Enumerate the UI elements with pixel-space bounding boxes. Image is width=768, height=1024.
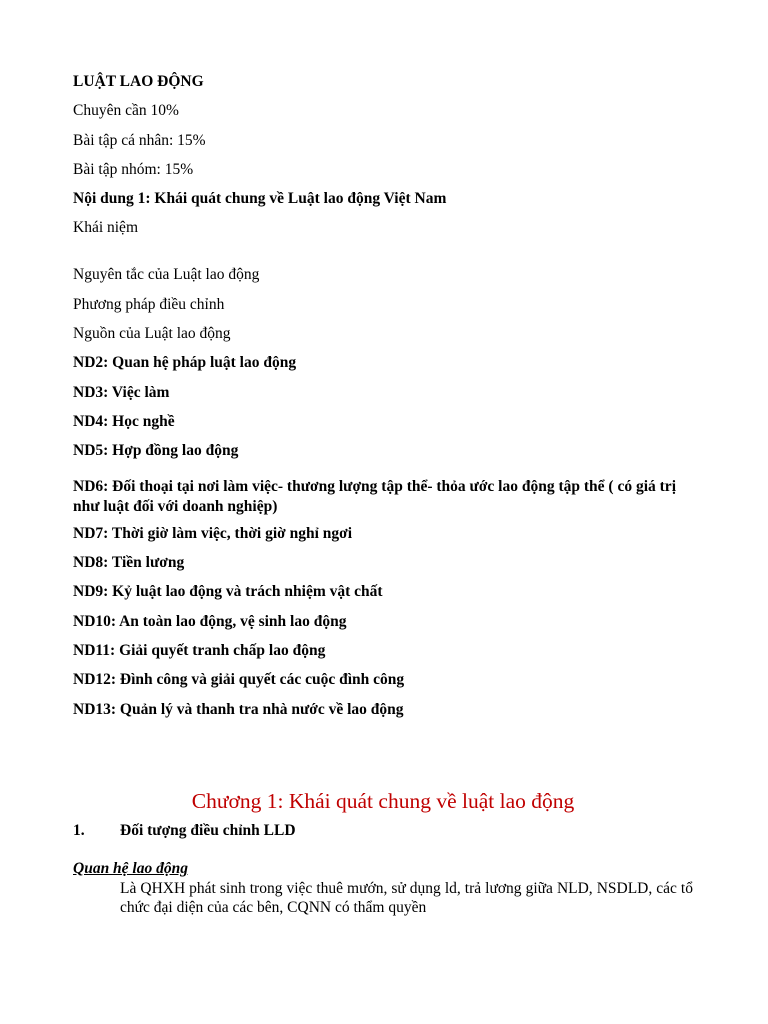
subheading: Quan hệ lao động [73,859,188,877]
grading-item: Bài tập cá nhân: 15% [73,131,206,149]
nd1-item: Khái niệm [73,219,138,237]
bullet-icon [73,879,120,918]
topic-item: ND3: Việc làm [73,383,170,401]
topic-item: ND11: Giải quyết tranh chấp lao động [73,641,326,659]
topic-item: ND6: Đối thoại tại nơi làm việc- thương lượng tập thể- thỏa ước lao động tập thể ( có giá trị như luật đối với doanh nghiệp) [73,477,676,515]
topic-item: ND12: Đình công và giải quyết các cuộc đình công [73,671,405,689]
chapter-title: Chương 1: Khái quát chung về luật lao động [191,788,575,813]
topic-item: ND8: Tiền lương [73,554,185,572]
topic-item: ND2: Quan hệ pháp luật lao động [73,354,297,372]
document-page [73,72,693,918]
topic-item: ND7: Thời giờ làm việc, thời giờ nghỉ ngơi [73,524,353,542]
topic-item: ND5: Hợp đồng lao động [73,442,239,460]
topic-item: ND4: Học nghề [73,412,175,430]
section-heading [73,821,693,841]
topic-item: ND10: An toàn lao động, vệ sinh lao động [73,612,347,630]
nd1-item: Nguồn của Luật lao động [73,325,231,343]
nd1-item: Nguyên tắc của Luật lao động [73,266,260,284]
document-title: LUẬT LAO ĐỘNG [73,73,204,90]
section-number: 1. [73,821,85,839]
nd1-heading: Nội dung 1: Khái quát chung về Luật lao động Việt Nam [73,190,447,208]
topic-item: ND9: Kỷ luật lao động và trách nhiệm vật chất [73,583,383,601]
section-title: Đối tượng điều chỉnh LLD [120,821,296,839]
bullet-text: Là QHXH phát sinh trong việc thuê mướn, sử dụng ld, trả lương giữa NLD, NSDLD, các tổ chức đại diện của các bên, CQNN có thẩm quyền [120,879,693,917]
grading-item: Bài tập nhóm: 15% [73,160,194,178]
bullet-item [73,879,693,918]
grading-item: Chuyên cần 10% [73,102,179,120]
topic-item: ND13: Quản lý và thanh tra nhà nước về lao động [73,700,404,718]
nd1-item: Phương pháp điều chỉnh [73,295,225,313]
